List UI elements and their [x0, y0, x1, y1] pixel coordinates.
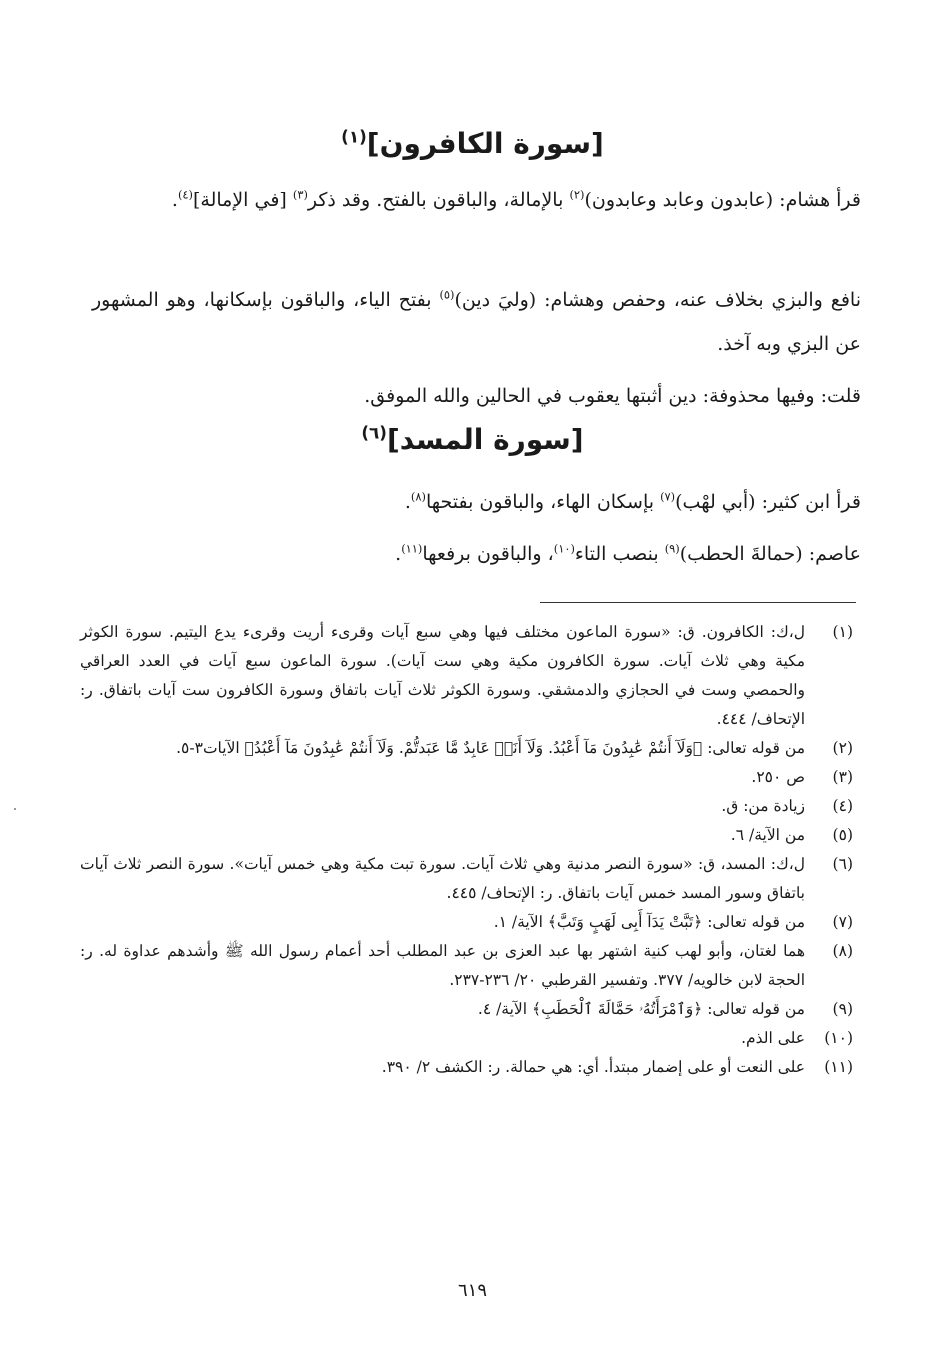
paragraph-text: بنصب التاء — [574, 543, 665, 565]
footnote — [80, 734, 853, 763]
footnote-text: من قوله تعالى: ﴿وَٱمْرَأَتُهُۥ حَمَّالَةَ ٱلْحَطَبِ﴾ الآية/ ٤. — [477, 1000, 805, 1018]
footnote-ref: (١٠) — [553, 541, 575, 556]
footnote-text: زيادة من: ق. — [721, 797, 805, 815]
footnote-ref: (٢) — [569, 187, 585, 202]
footnote-text: من قوله تعالى: ﴿وَلَآ أَنتُمْ عَٰبِدُونَ مَآ أَعْبُدُ. وَلَآ أَنَا۠ عَابِدٌ مَّا عَبَدتُّمْ. وَلَآ أَنتُمْ عَٰبِدُونَ مَآ أَعْبُدُ﴾ الآيات٣-٥. — [176, 739, 805, 757]
paragraph-text: عاصم: (حمالةَ الحطب) — [679, 543, 861, 565]
footnote — [80, 995, 853, 1024]
footnote-number: (٢) — [832, 739, 853, 757]
footnote-number: (٨) — [832, 942, 853, 960]
paragraph-text: قرأ هشام: (عابدون وعابد وعابدون) — [584, 189, 861, 211]
surah-kafirun-heading — [0, 124, 945, 164]
heading-text: [سورة الكافرون] — [366, 127, 604, 160]
footnote — [80, 618, 853, 734]
scan-speck — [14, 808, 16, 810]
paragraph-hisham — [92, 178, 861, 222]
paragraph-text: بالإمالة، والباقون بالفتح. وقد ذكر — [307, 189, 570, 211]
footnote-number: (٣) — [832, 768, 853, 786]
footnote-number: (١١) — [824, 1058, 853, 1076]
paragraph-text: نافع والبزي بخلاف عنه، وحفص وهشام: (وليَ دين) — [454, 289, 861, 311]
footnote-number: (٥) — [832, 826, 853, 844]
footnote-text: على النعت أو على إضمار مبتدأ. أي: هي حمالة. ر: الكشف ٢/ ٣٩٠. — [381, 1058, 805, 1076]
footnote-text: ل،ك: الكافرون. ق: «سورة الماعون مختلف فيها وهي سبع آيات وقرىء أريت وقرىء يدع اليتيم. سورة الكوثر مكية وهي ثلاث آيات. سورة الكافرون مكية وهي ست آيات). سورة الماعون سبع آيات في العدد العراقي والحمصي وست في الحجازي والدمشقي. وسورة الكوثر ثلاث آيات باتفاق وسورة الكافرون ست آيات باتفاق. ر: الإتحاف/ ٤٤٤. — [80, 623, 805, 728]
paragraph-text: . — [395, 543, 402, 565]
footnote-number: (١٠) — [824, 1029, 853, 1047]
footnote-ref: (٥) — [439, 287, 455, 302]
footnote — [80, 821, 853, 850]
footnote-text: هما لغتان، وأبو لهب كنية اشتهر بها عبد العزى بن عبد المطلب أحد أعمام رسول الله ﷺ وأشدهم عداوة له. ر: الحجة لابن خالويه/ ٣٧٧. وتفسير القرطبي ٢٠/ ٢٣٦-٢٣٧. — [80, 942, 805, 989]
paragraph-asim — [92, 532, 861, 576]
footnote-number: (٤) — [832, 797, 853, 815]
footnote — [80, 792, 853, 821]
footnote-text: على الذم. — [741, 1029, 805, 1047]
footnote-ref: (٨) — [410, 489, 426, 504]
footnote-number: (١) — [832, 623, 853, 641]
page-number: ٦١٩ — [457, 1280, 487, 1301]
heading-text: [سورة المسد] — [386, 423, 584, 456]
paragraph-text: . — [171, 189, 178, 211]
footnote-ref: (١) — [341, 126, 367, 147]
paragraph-text: بفتح الياء، والباقون بإسكانها، وهو المشهور عن البزي وبه آخذ. — [92, 289, 861, 355]
footnote — [80, 908, 853, 937]
footnote — [80, 850, 853, 908]
paragraph-qultu — [92, 374, 861, 418]
footnote-number: (٩) — [832, 1000, 853, 1018]
footnote-separator — [540, 602, 856, 603]
paragraph-text: قرأ ابن كثير: (أبي لهْب) — [675, 491, 861, 513]
footnote — [80, 937, 853, 995]
paragraph-text: قلت: وفيها محذوفة: دين أثبتها يعقوب في الحالين والله الموفق. — [364, 385, 861, 407]
footnote-ref: (٤) — [177, 187, 193, 202]
footnote-ref: (٦) — [361, 422, 387, 443]
footnote-ref: (١١) — [401, 541, 423, 556]
paragraph-text: . — [404, 491, 411, 513]
footnote-text: ص ٢٥٠. — [751, 768, 805, 786]
footnote-text: ل،ك: المسد، ق: «سورة النصر مدنية وهي ثلاث آيات. سورة تبت مكية وهي خمس آيات». سورة النصر ثلاث آيات باتفاق وسور المسد خمس آيات باتفاق. ر: الإتحاف/ ٤٤٥. — [80, 855, 805, 902]
paragraph-text: [في الإمالة] — [192, 189, 293, 211]
footnote-number: (٦) — [832, 855, 853, 873]
footnote-text: من الآية/ ٦. — [730, 826, 805, 844]
paragraph-text: ، والباقون برفعها — [422, 543, 554, 565]
footnote — [80, 763, 853, 792]
footnotes — [80, 618, 853, 1082]
paragraph-text: بإسكان الهاء، والباقون بفتحها — [425, 491, 661, 513]
footnote — [80, 1053, 853, 1082]
footnote-number: (٧) — [832, 913, 853, 931]
footnote-ref: (٩) — [664, 541, 680, 556]
footnote-ref: (٧) — [660, 489, 676, 504]
footnote-ref: (٣) — [292, 187, 308, 202]
footnote — [80, 1024, 853, 1053]
footnote-text: من قوله تعالى: ﴿تَبَّتْ يَدَآ أَبِى لَهَبٍ وَتَبَّ﴾ الآية/ ١. — [493, 913, 805, 931]
paragraph-nafi — [92, 278, 861, 366]
surah-masad-heading — [0, 420, 945, 460]
paragraph-ibn-kathir — [92, 480, 861, 524]
